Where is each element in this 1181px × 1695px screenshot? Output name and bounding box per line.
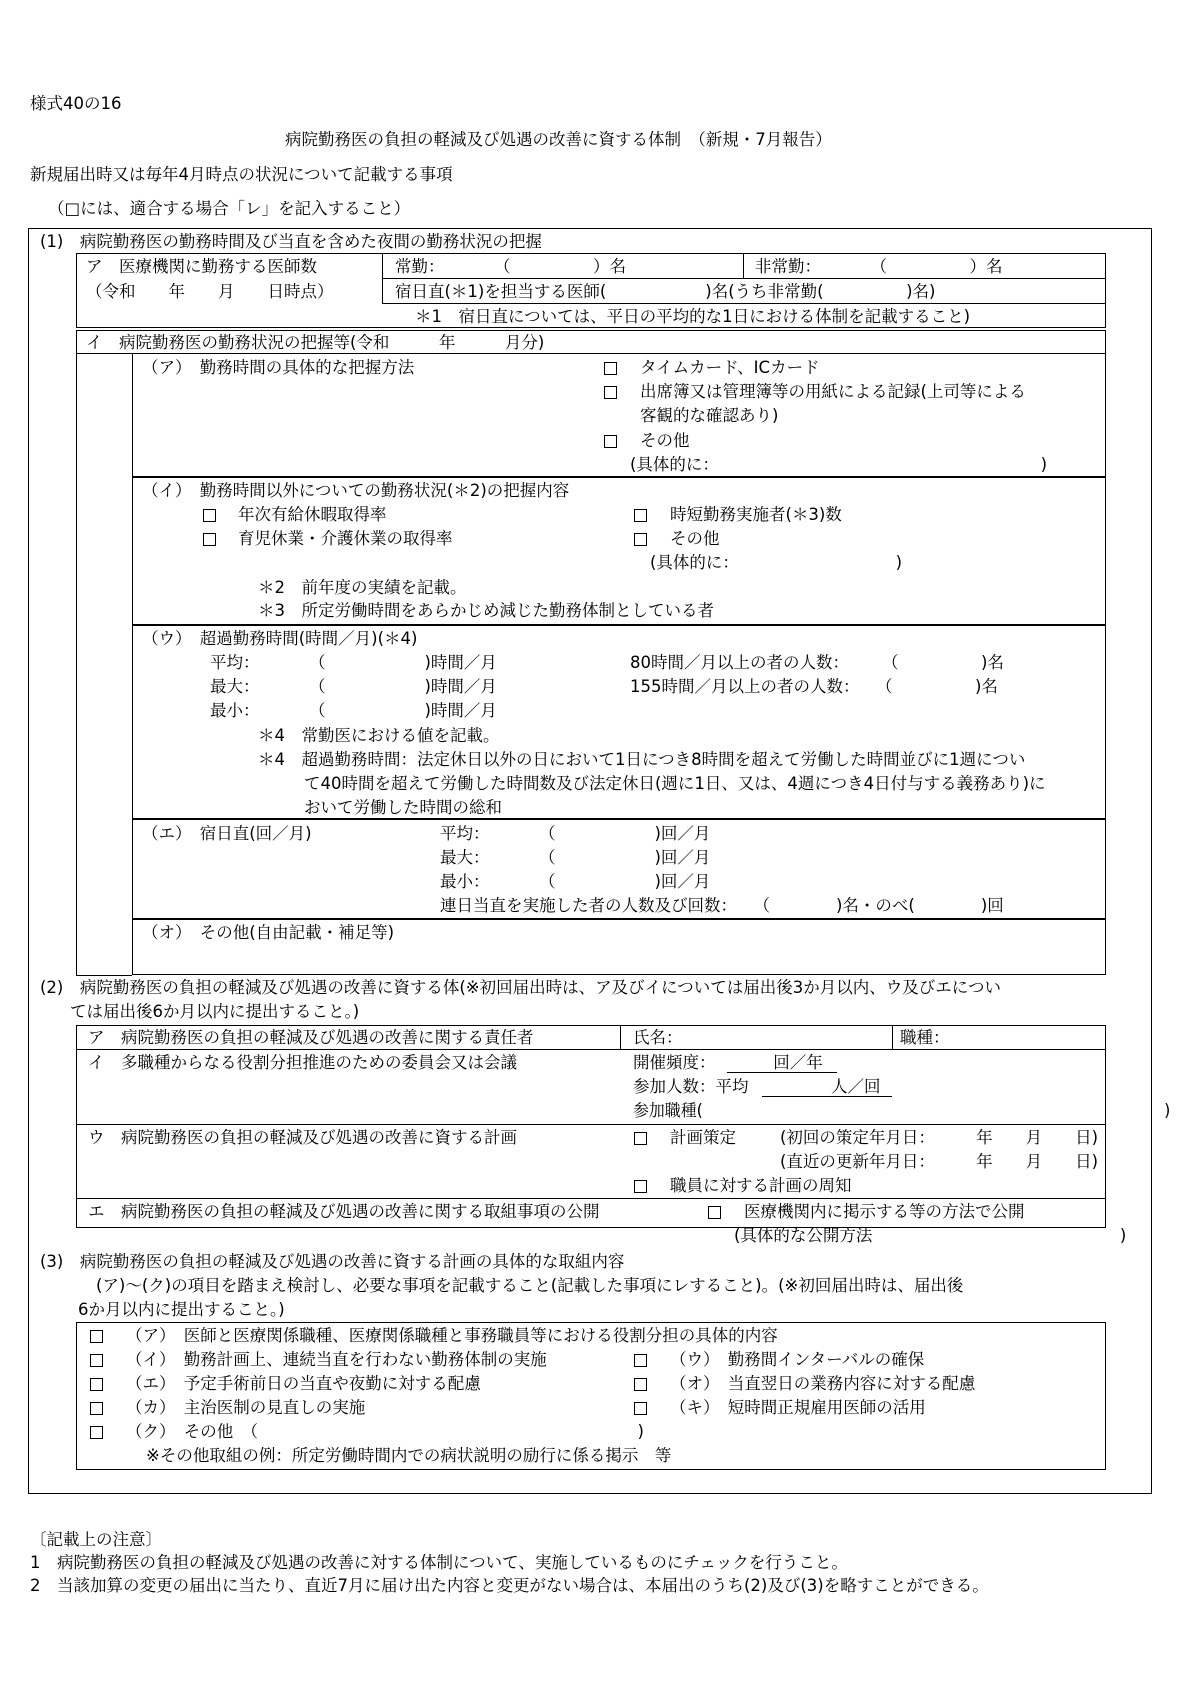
- responsible-name-field[interactable]: 氏名：: [633, 1028, 683, 1047]
- latest-update-date-field[interactable]: (直近の更新年月日： 年 月 日): [780, 1152, 1099, 1171]
- sub-e-label: （オ） その他(自由記載・補足等): [142, 923, 395, 942]
- shorttime-checkbox[interactable]: [634, 509, 647, 522]
- initiative-example: ※その他取組の例：所定労働時間内での病状説明の励行に係る掲示 等: [146, 1446, 672, 1465]
- consecutive-duty-field[interactable]: 連日当直を実施した者の人数及び回数： （ )名・のべ( )回: [440, 896, 1004, 915]
- childcare-leave-label: 育児休業・介護休業の取得率: [238, 529, 453, 548]
- meeting-frequency-field[interactable]: 開催頻度： 回／年: [633, 1053, 823, 1072]
- other-status-spec[interactable]: (具体的に： ): [650, 553, 903, 572]
- note-4a: ＊4 常勤医における値を記載。: [258, 726, 500, 745]
- other-method-label: その他: [640, 431, 690, 450]
- over155-field[interactable]: 155時間／月以上の者の人数： （ )名: [630, 677, 998, 696]
- responsible-job-field[interactable]: 職種：: [900, 1028, 950, 1047]
- section3-heading: (3) 病院勤務医の負担の軽減及び処遇の改善に資する計画の具体的な取組内容: [40, 1252, 625, 1271]
- plan-checkbox[interactable]: [634, 1132, 647, 1145]
- plan-notice-label: 職員に対する計画の周知: [670, 1176, 852, 1195]
- timecard-label: タイムカード、ICカード: [640, 358, 820, 377]
- page-title: 病院勤務医の負担の軽減及び処遇の改善に資する体制 （新規・7月報告）: [285, 130, 832, 149]
- initiative-ku-field[interactable]: （ク） その他 （ ): [126, 1422, 644, 1441]
- sub-b-label: （イ） 勤務時間以外についての勤務状況(＊2)の把握内容: [142, 481, 570, 500]
- over80-field[interactable]: 80時間／月以上の者の人数： （ )名: [630, 653, 1004, 672]
- overtime-avg-field[interactable]: 平均： （ )時間／月: [210, 653, 497, 672]
- sub-c-label: （ウ） 超過勤務時間(時間／月)(＊4): [142, 629, 418, 648]
- duty-avg-field[interactable]: 平均： （ )回／月: [440, 824, 711, 843]
- section2-heading-2: ては届出後6か月以内に提出すること。): [70, 1002, 360, 1021]
- note-4b-line1: ＊4 超過勤務時間：法定休日以外の日において1日につき8時間を超えて労働した時間並びに1週につい: [258, 750, 1026, 769]
- doctor-count-label: ア 医療機関に勤務する医師数: [86, 257, 317, 276]
- note-4b-line2: て40時間を超えて労働した時間数及び法定休日(週に1日、又は、4週につき4日付与する義務あり)に: [304, 774, 1046, 793]
- page-subtitle: 新規届出時又は毎年4月時点の状況について記載する事項: [30, 165, 453, 184]
- initiative-a-checkbox[interactable]: [90, 1330, 103, 1343]
- initiative-i-label: （イ） 勤務計画上、連続当直を行わない勤務体制の実施: [126, 1350, 547, 1369]
- participant-jobs-field[interactable]: 参加職種( ): [633, 1101, 1171, 1120]
- night-duty-note: ＊1 宿日直については、平日の平均的な1日における体制を記載すること): [415, 307, 971, 326]
- committee-label: イ 多職種からなる役割分担推進のための委員会又は会議: [88, 1053, 517, 1072]
- note-2: ＊2 前年度の実績を記載。: [258, 578, 467, 597]
- overtime-max-field[interactable]: 最大： （ )時間／月: [210, 677, 497, 696]
- timecard-checkbox[interactable]: [604, 362, 617, 375]
- attendance-label: 出席簿又は管理簿等の用紙による記録(上司等による: [640, 382, 1026, 401]
- initiative-e-checkbox[interactable]: [90, 1378, 103, 1391]
- note-2-footer: 2 当該加算の変更の届出に当たり、直近7月に届け出た内容と変更がない場合は、本届出のうち(2)及び(3)を略すことができる。: [30, 1576, 989, 1595]
- doctor-count-date[interactable]: （令和 年 月 日時点）: [86, 282, 334, 301]
- form-id: 様式40の16: [30, 94, 122, 113]
- initiative-ki-label: （キ） 短時間正規雇用医師の活用: [670, 1398, 926, 1417]
- other-method-checkbox[interactable]: [604, 435, 617, 448]
- attendance-label-2: 客観的な確認あり): [640, 406, 779, 425]
- initiative-o-label: （オ） 当直翌日の業務内容に対する配慮: [670, 1374, 976, 1393]
- note-4b-line3: おいて労働した時間の総和: [304, 798, 502, 817]
- initiative-ku-checkbox[interactable]: [90, 1426, 103, 1439]
- initiative-e-label: （エ） 予定手術前日の当直や夜勤に対する配慮: [126, 1374, 481, 1393]
- plan-label: ウ 病院勤務医の負担の軽減及び処遇の改善に資する計画: [88, 1128, 517, 1147]
- initiative-i-checkbox[interactable]: [90, 1354, 103, 1367]
- duty-min-field[interactable]: 最小： （ )回／月: [440, 872, 711, 891]
- section2-heading: (2) 病院勤務医の負担の軽減及び処遇の改善に資する体(※初回届出時は、ア及びイについては届出後3か月以内、ウ及びエについ: [40, 978, 1001, 997]
- other-status-label: その他: [670, 529, 720, 548]
- disclosure-method-field[interactable]: (具体的な公開方法 ): [734, 1226, 1127, 1245]
- participants-field[interactable]: 参加人数：平均 人／回: [633, 1077, 881, 1096]
- duty-max-field[interactable]: 最大： （ )回／月: [440, 848, 711, 867]
- sub-a-label: （ア） 勤務時間の具体的な把握方法: [142, 358, 415, 377]
- initiative-u-label: （ウ） 勤務間インターバルの確保: [670, 1350, 925, 1369]
- attendance-checkbox[interactable]: [604, 386, 617, 399]
- paid-leave-label: 年次有給休暇取得率: [238, 505, 387, 524]
- plan-option-label: 計画策定: [670, 1128, 736, 1147]
- night-duty-count-field[interactable]: 宿日直(＊1)を担当する医師( )名(うち非常勤( )名): [395, 282, 936, 301]
- disclosure-checkbox[interactable]: [708, 1206, 721, 1219]
- section1-heading: (1) 病院勤務医の勤務時間及び当直を含めた夜間の勤務状況の把握: [40, 232, 542, 251]
- notes-heading: 〔記載上の注意〕: [30, 1530, 162, 1549]
- disclosure-label: エ 病院勤務医の負担の軽減及び処遇の改善に関する取組事項の公開: [88, 1202, 600, 1221]
- other-status-checkbox[interactable]: [634, 533, 647, 546]
- disclosure-option-label: 医療機関内に掲示する等の方法で公開: [744, 1202, 1025, 1221]
- overtime-min-field[interactable]: 最小： （ )時間／月: [210, 701, 497, 720]
- initiative-ki-checkbox[interactable]: [634, 1402, 647, 1415]
- work-status-heading: イ 病院勤務医の勤務状況の把握等(令和 年 月分): [86, 333, 545, 352]
- parttime-count-field[interactable]: 非常勤： （ ）名: [755, 257, 1003, 276]
- note-1: 1 病院勤務医の負担の軽減及び処遇の改善に対する体制について、実施しているものにチェックを行うこと。: [30, 1553, 848, 1572]
- section3-desc-1: (ア)～(ク)の項目を踏まえ検討し、必要な事項を記載すること(記載した事項にレすること)。(※初回届出時は、届出後: [96, 1276, 964, 1295]
- initiative-a-label: （ア） 医師と医療関係職種、医療関係職種と事務職員等における役割分担の具体的内容: [126, 1326, 778, 1345]
- plan-notice-checkbox[interactable]: [634, 1180, 647, 1193]
- paid-leave-checkbox[interactable]: [203, 509, 216, 522]
- childcare-leave-checkbox[interactable]: [203, 533, 216, 546]
- fulltime-count-field[interactable]: 常勤： （ ）名: [395, 257, 626, 276]
- note-3: ＊3 所定労働時間をあらかじめ減じた勤務体制としている者: [258, 601, 714, 620]
- initiative-ka-checkbox[interactable]: [90, 1402, 103, 1415]
- other-method-spec[interactable]: (具体的に： ): [630, 455, 1048, 474]
- initiative-o-checkbox[interactable]: [634, 1378, 647, 1391]
- initiative-u-checkbox[interactable]: [634, 1354, 647, 1367]
- first-plan-date-field[interactable]: (初回の策定年月日： 年 月 日): [780, 1128, 1099, 1147]
- responsible-label: ア 病院勤務医の負担の軽減及び処遇の改善に関する責任者: [88, 1028, 534, 1047]
- initiative-ka-label: （カ） 主治医制の見直しの実施: [126, 1398, 366, 1417]
- section3-desc-2: 6か月以内に提出すること。): [78, 1300, 285, 1319]
- shorttime-label: 時短勤務実施者(＊3)数: [670, 505, 842, 524]
- sub-d-label: （エ） 宿日直(回／月): [142, 824, 312, 843]
- instruction-text: （□には、適合する場合「レ」を記入すること）: [48, 199, 411, 218]
